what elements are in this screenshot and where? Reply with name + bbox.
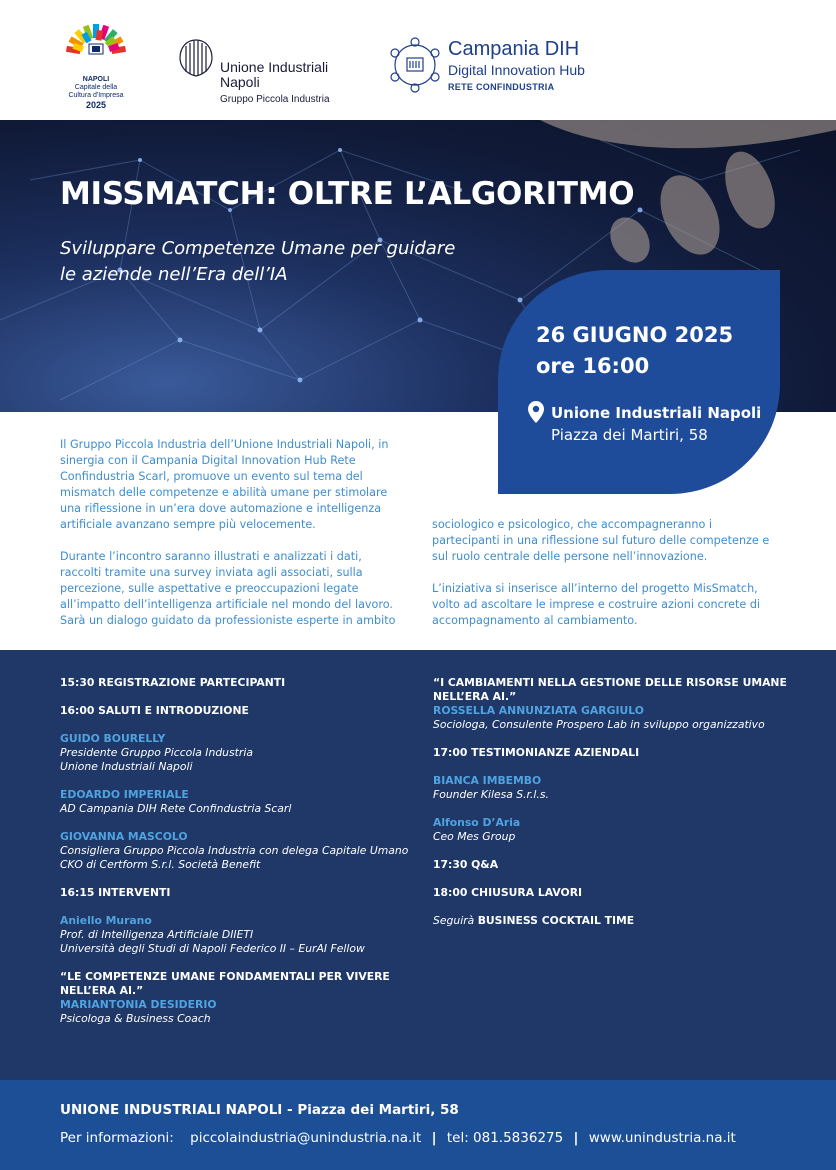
- intro-left-column: [60, 437, 402, 645]
- program-left-column: [60, 676, 410, 1040]
- napoli-logo-year: 2025: [85, 100, 107, 110]
- napoli-capitale-logo: [58, 24, 134, 110]
- agenda-closing: 18:00 CHIUSURA LAVORI: [433, 886, 583, 899]
- event-title: MISSMATCH: OLTRE L’ALGORITMO: [60, 176, 635, 212]
- footer-contacts: [60, 1130, 736, 1146]
- speaker-block: [433, 774, 793, 802]
- agenda-cocktail: [433, 914, 793, 928]
- speaker-role: Presidente Gruppo Piccola Industria: [60, 746, 253, 759]
- agenda-qa: 17:30 Q&A: [433, 858, 499, 871]
- speaker-name: Alfonso D’Aria: [433, 816, 521, 829]
- event-time: ore 16:00: [536, 354, 650, 378]
- speaker-role: Psicologa & Business Coach: [60, 1012, 211, 1025]
- speaker-role: Ceo Mes Group: [433, 830, 516, 843]
- footer-separator: |: [573, 1130, 579, 1146]
- intro-paragraph: L’iniziativa si inserisce all’interno del progetto MisSmatch, volto ad ascoltare le imprese e costruire azioni concrete di accompagnamento al cambiamento.: [432, 582, 761, 627]
- talk-title: “I CAMBIAMENTI NELLA GESTIONE DELLE RISORSE UMANE NELL’ERA AI.”: [433, 676, 787, 703]
- footer-separator: |: [431, 1130, 437, 1146]
- speaker-role: CKO di Certform S.r.l. Società Benefit: [60, 858, 261, 871]
- speaker-name: Aniello Murano: [60, 914, 152, 927]
- speaker-block: [60, 732, 410, 774]
- speaker-block: [60, 788, 410, 816]
- event-subtitle-line2: le aziende nell’Era dell’IA: [60, 264, 288, 285]
- location-pin-icon: [528, 401, 544, 423]
- speaker-role: Università degli Studi di Napoli Federico II – EurAI Fellow: [60, 942, 365, 955]
- event-venue: Unione Industriali Napoli: [551, 404, 762, 422]
- napoli-logo-line3: Cultura d'Impresa: [68, 92, 124, 99]
- event-program: [0, 650, 836, 1080]
- unione-logo-group: Gruppo Piccola Industria: [220, 94, 330, 105]
- agenda-registration: 15:30 REGISTRAZIONE PARTECIPANTI: [60, 676, 286, 689]
- confindustria-eagle-icon: [176, 36, 216, 80]
- footer-address: UNIONE INDUSTRIALI NAPOLI - Piazza dei Martiri, 58: [60, 1102, 459, 1118]
- dih-logo-line2: Digital Innovation Hub: [448, 62, 585, 78]
- speaker-role: Sociologa, Consulente Prospero Lab in sviluppo organizzativo: [433, 718, 765, 731]
- speaker-block: [60, 914, 410, 956]
- cocktail-label: BUSINESS COCKTAIL TIME: [477, 914, 635, 927]
- event-datetime: [536, 320, 733, 382]
- event-subtitle: [60, 236, 580, 288]
- intro-paragraph: Durante l’incontro saranno illustrati e analizzati i dati, raccolti tramite una survey inviata agli associati, sulla percezione, sulle aspettative e preoccupazioni legate all’impatto dell’intelligenza artificiale nel mondo del lavoro. Sarà un dialogo guidato da professioniste esperte in ambito: [60, 550, 396, 627]
- event-date: 26 GIUGNO 2025: [536, 323, 734, 347]
- speaker-block: [433, 816, 793, 844]
- speaker-role: AD Campania DIH Rete Confindustria Scarl: [60, 802, 292, 815]
- event-address: Piazza dei Martiri, 58: [551, 426, 708, 444]
- unione-logo-line1: Unione Industriali: [220, 59, 329, 75]
- speaker-name: EDOARDO IMPERIALE: [60, 788, 189, 801]
- program-right-column: [433, 676, 793, 942]
- speaker-role: Prof. di Intelligenza Artificiale DIIETI: [60, 928, 254, 941]
- footer: [0, 1080, 836, 1170]
- speaker-name: ROSSELLA ANNUNZIATA GARGIULO: [433, 704, 644, 717]
- talk-title: “LE COMPETENZE UMANE FONDAMENTALI PER VIVERE NELL’ERA AI.”: [60, 970, 390, 997]
- napoli-logo-line2: Capitale della: [74, 84, 118, 91]
- network-globe-icon: [386, 36, 444, 94]
- napoli-logo-line1: NAPOLI: [82, 76, 110, 83]
- agenda-talks: 16:15 INTERVENTI: [60, 886, 171, 899]
- dih-logo-line3: RETE CONFINDUSTRIA: [448, 82, 555, 92]
- speaker-role: Consigliera Gruppo Piccola Industria con delega Capitale Umano: [60, 844, 409, 857]
- sunburst-icon: [61, 24, 131, 76]
- event-date-card: [498, 270, 780, 494]
- event-subtitle-line1: Sviluppare Competenze Umane per guidare: [60, 238, 456, 259]
- unione-logo-line2: Napoli: [220, 74, 260, 90]
- speaker-name: GUIDO BOURELLY: [60, 732, 166, 745]
- talk-block: [60, 970, 410, 1026]
- footer-website-link[interactable]: www.unindustria.na.it: [588, 1130, 736, 1146]
- logos-header: [0, 0, 836, 120]
- talk-block: [433, 676, 793, 732]
- footer-info-label: Per informazioni:: [60, 1130, 174, 1146]
- speaker-name: MARIANTONIA DESIDERIO: [60, 998, 217, 1011]
- footer-email-link[interactable]: piccolaindustria@unindustria.na.it: [190, 1130, 422, 1146]
- intro-paragraph: Il Gruppo Piccola Industria dell’Unione Industriali Napoli, in sinergia con il Campania Digital Innovation Hub Rete Confindustria Scarl, promuove un evento sul tema del mismatch delle competenze e abilità umane per stimolare una riflessione in un’era dove automazione e intelligenza artificiale avanzano sempre più velocemente.: [60, 438, 389, 531]
- agenda-welcome: 16:00 SALUTI E INTRODUZIONE: [60, 704, 249, 717]
- unione-industriali-logo: [176, 36, 346, 105]
- speaker-role: Founder Kilesa S.r.l.s.: [433, 788, 549, 801]
- intro-paragraph: sociologico e psicologico, che accompagneranno i partecipanti in una riflessione sul futuro delle competenze e sul ruolo centrale delle persone nell’innovazione.: [432, 518, 770, 563]
- unione-logo-name: [220, 60, 328, 90]
- dih-logo-line1: Campania DIH: [448, 38, 580, 60]
- campania-dih-logo: [386, 36, 616, 98]
- cocktail-prefix: Seguirà: [433, 914, 475, 927]
- intro-right-column: [432, 517, 778, 645]
- speaker-block: [60, 830, 410, 872]
- event-location: [551, 402, 761, 446]
- speaker-name: GIOVANNA MASCOLO: [60, 830, 188, 843]
- agenda-testimonials: 17:00 TESTIMONIANZE AZIENDALI: [433, 746, 640, 759]
- footer-phone[interactable]: tel: 081.5836275: [446, 1130, 564, 1146]
- speaker-name: BIANCA IMBEMBO: [433, 774, 542, 787]
- speaker-role: Unione Industriali Napoli: [60, 760, 193, 773]
